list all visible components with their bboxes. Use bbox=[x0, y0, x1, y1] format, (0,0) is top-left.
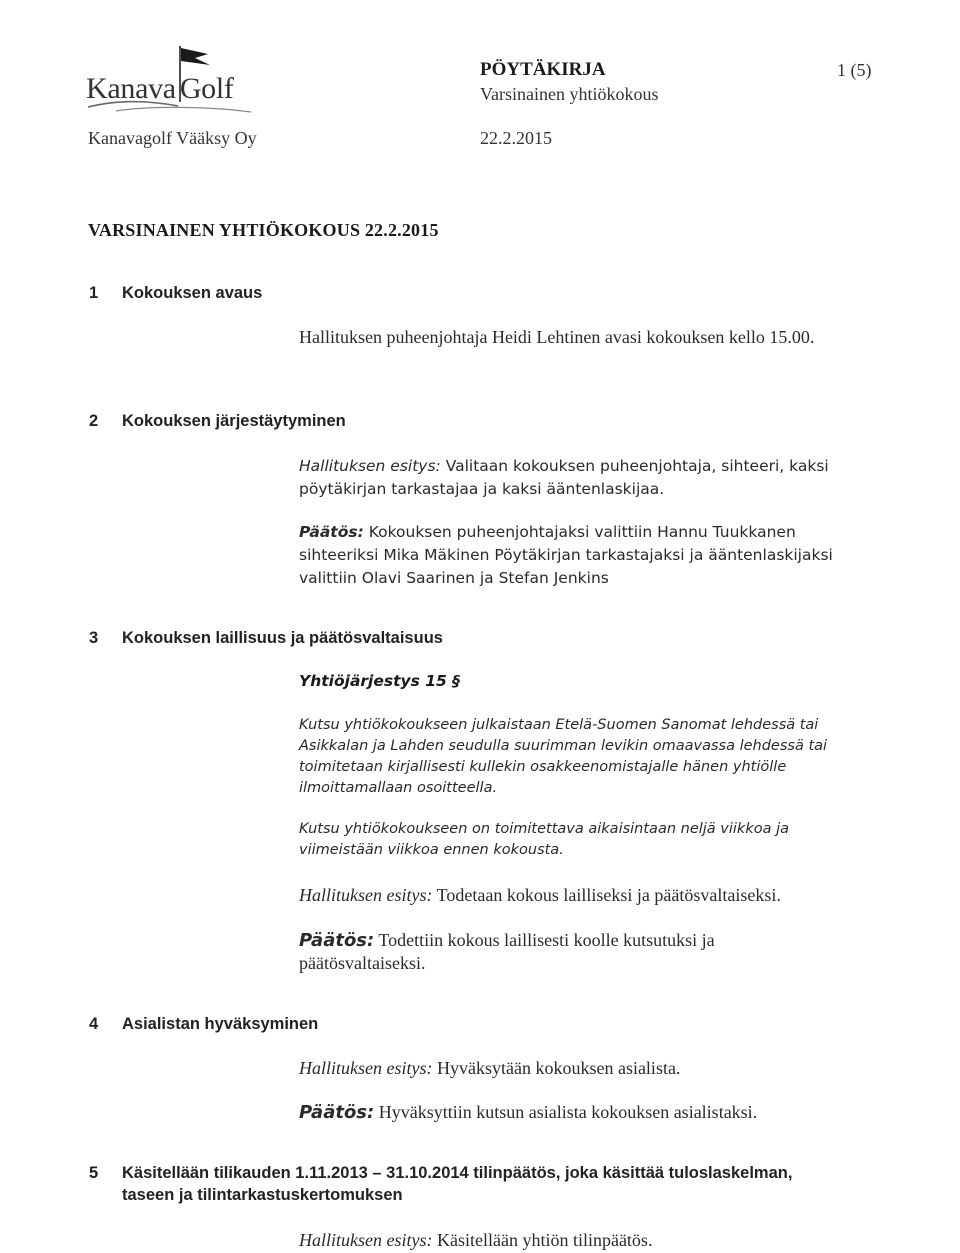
section-3-title: Kokouksen laillisuus ja päätösvaltaisuus bbox=[122, 629, 443, 647]
section-3-quote-2: Kutsu yhtiökokoukseen on toimitettava aikaisintaan neljä viikkoa ja viimeistään viikkoa ennen kokousta. bbox=[299, 821, 789, 858]
section-1-text: Hallituksen puheenjohtaja Heidi Lehtinen avasi kokouksen kello 15.00. bbox=[299, 327, 815, 347]
section-5-number: 5 bbox=[89, 1164, 99, 1182]
logo-left-text: Kanava bbox=[86, 72, 176, 105]
section-2-number: 2 bbox=[89, 412, 99, 430]
section-4-decision bbox=[299, 1101, 879, 1124]
company-name: Kanavagolf Vääksy Oy bbox=[88, 128, 257, 148]
page-number: 1 (5) bbox=[837, 60, 872, 80]
section-3-number: 3 bbox=[89, 629, 99, 647]
proposal-text: Hyväksytään kokouksen asialista. bbox=[432, 1058, 681, 1078]
section-2-decision bbox=[299, 521, 859, 590]
proposal-text: Käsitellään yhtiön tilinpäätös. bbox=[432, 1230, 653, 1250]
page-title: VARSINAINEN YHTIÖKOKOUS 22.2.2015 bbox=[88, 220, 439, 240]
document-subtitle: Varsinainen yhtiökokous bbox=[480, 84, 659, 104]
decision-label: Päätös: bbox=[299, 1102, 375, 1123]
decision-text: Hyväksyttiin kutsun asialista kokouksen asialistaksi. bbox=[374, 1102, 758, 1122]
document-date: 22.2.2015 bbox=[480, 128, 552, 148]
proposal-text: Todetaan kokous lailliseksi ja päätösvaltaiseksi. bbox=[432, 885, 781, 905]
section-3-article: Yhtiöjärjestys 15 § bbox=[299, 672, 460, 690]
section-4-proposal bbox=[299, 1057, 879, 1080]
decision-label: Päätös: bbox=[299, 523, 364, 541]
section-2-title: Kokouksen järjestäytyminen bbox=[122, 412, 346, 430]
proposal-label: Hallituksen esitys: bbox=[299, 1058, 433, 1078]
proposal-label: Hallituksen esitys: bbox=[299, 1230, 433, 1250]
logo-wordmark bbox=[86, 72, 234, 106]
proposal-label: Hallituksen esitys: bbox=[299, 457, 441, 475]
section-3-quote-1: Kutsu yhtiökokoukseen julkaistaan Etelä-Suomen Sanomat lehdessä tai Asikkalan ja Lahden seudulla suurimman levikin omaavassa lehdessä tai toimitetaan kirjallisesti kullekin osakkeenomistajalle hänen yhtiölle ilmoittamallaan osoitteella. bbox=[299, 717, 828, 796]
decision-label: Päätös: bbox=[299, 930, 375, 951]
section-4-title: Asialistan hyväksyminen bbox=[122, 1015, 319, 1033]
decision-text: Kokouksen puheenjohtajaksi valittiin Hannu Tuukkanen sihteeriksi Mika Mäkinen Pöytäkirjan tarkastajaksi ja ääntenlaskijaksi valittiin Olavi Saarinen ja Stefan Jenkins bbox=[299, 523, 833, 587]
section-5-proposal bbox=[299, 1229, 879, 1252]
section-5-title bbox=[122, 1164, 882, 1205]
section-3-decision bbox=[299, 929, 819, 975]
section-1-number: 1 bbox=[89, 284, 99, 302]
section-3-proposal bbox=[299, 884, 889, 907]
section-5-title-line-1: Käsitellään tilikauden 1.11.2013 – 31.10.2014 tilinpäätös, joka käsittää tuloslaskelman, bbox=[122, 1164, 793, 1182]
proposal-label: Hallituksen esitys: bbox=[299, 885, 433, 905]
decision-text: Todettiin kokous laillisesti koolle kutsutuksi ja päätösvaltaiseksi. bbox=[299, 930, 715, 973]
document-type: PÖYTÄKIRJA bbox=[480, 59, 606, 80]
section-2-proposal bbox=[299, 455, 874, 501]
logo-right-text: Golf bbox=[179, 72, 234, 105]
section-4-number: 4 bbox=[89, 1015, 99, 1033]
section-1-title: Kokouksen avaus bbox=[122, 284, 263, 302]
section-5-title-line-2: taseen ja tilintarkastuskertomuksen bbox=[122, 1186, 403, 1204]
proposal-text: Valitaan kokouksen puheenjohtaja, sihteeri, kaksi pöytäkirjan tarkastajaa ja kaksi ääntenlaskijaa. bbox=[299, 457, 829, 498]
